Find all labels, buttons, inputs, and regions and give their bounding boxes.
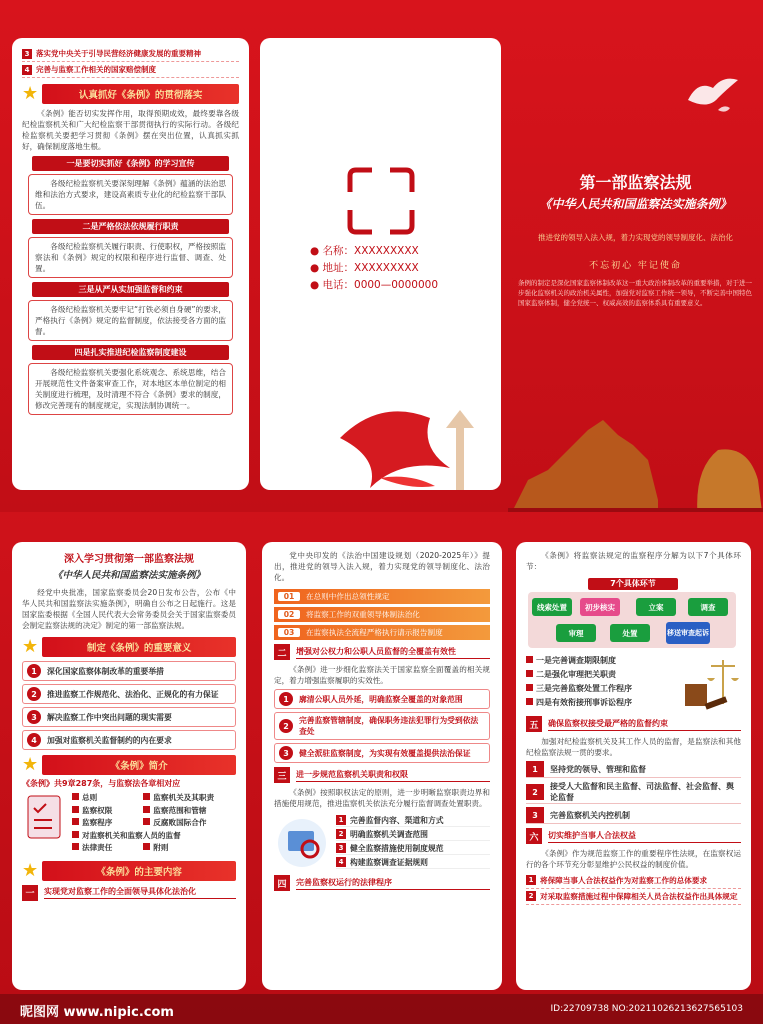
block-heading: 二是严格依法依规履行职责 <box>32 219 229 234</box>
section-header: 四 完善监察权运行的法律程序 <box>274 875 490 891</box>
inside-subtitle: 《中华人民共和国监察法实施条例》 <box>52 570 205 581</box>
list-item: 3 完善监察机关内控机制 <box>526 807 741 824</box>
list-item: 03 在监察执法全流程严格执行请示报告制度 <box>274 625 490 640</box>
list-item: 2 明确监察机关调查范围 <box>336 829 490 841</box>
section-header <box>22 637 236 657</box>
list-item: 一是完善调查期限制度 <box>526 654 677 668</box>
star-icon: ★ <box>22 859 39 881</box>
list-item: 3 解决监察工作中突出问题的现实需要 <box>22 707 236 727</box>
inside-right-panel <box>516 542 751 990</box>
location-icon: ● <box>310 245 320 257</box>
monument-statues-illustration <box>508 390 763 520</box>
section-items <box>274 689 490 763</box>
section-header: 五 确保监察权接受最严格的监督约束 <box>526 716 741 732</box>
flow-step: 立案 <box>636 598 676 616</box>
flow-step: 处置 <box>610 624 650 642</box>
content-block <box>22 156 239 215</box>
inside-middle-panel <box>262 542 502 990</box>
list-item: 1 廓清公职人员外延，明确监察全覆盖的对象范围 <box>274 689 490 709</box>
star-icon: ★ <box>22 83 39 104</box>
cover-panel <box>508 20 763 512</box>
list-item: 2 推进监察工作规范化、法治化、正规化的有力保证 <box>22 684 236 704</box>
section-items <box>526 761 741 824</box>
list-item: 3 健全派驻监察制度，为实现有效覆盖提供法治保证 <box>274 743 490 763</box>
list-item: 4 加强对监察机关监督制约的内在要求 <box>22 730 236 750</box>
investigation-illustration-icon <box>274 813 330 871</box>
block-heading: 一是要切实抓好《条例》的学习宣传 <box>32 156 229 171</box>
red-flag-illustration <box>260 378 501 490</box>
list-item: 4 完善与监察工作相关的国家赔偿制度 <box>22 62 239 78</box>
content-block <box>22 345 239 415</box>
section-title: 认真抓好《条例》的贯彻落实 <box>42 84 239 104</box>
location-icon: ● <box>310 262 320 274</box>
brochure-inside <box>0 512 763 1024</box>
list-item: 4 构建监察调查证据规则 <box>336 857 490 869</box>
section-body: 《条例》按照职权法定的原则，进一步明晰监察职责边界和措施使用规范，推进监察机关依法充分履行监督调查处置职责。 <box>274 788 490 808</box>
list-item: 2 接受人大监督和民主监督、司法监督、社会监督、舆论监督 <box>526 781 741 804</box>
flow-diagram <box>526 578 741 650</box>
step-list <box>526 654 741 712</box>
checklist-icon <box>22 792 66 842</box>
list-item: 3 健全监察措施使用制度规范 <box>336 843 490 855</box>
content-item: 一 实现党对监察工作的全面领导具体化法治化 <box>22 885 236 901</box>
section-header: 二 增强对公权力和公职人员监督的全覆盖有效性 <box>274 644 490 660</box>
block-body: 各级纪检监察机关履行职责、行使职权，严格按照监察法和《条例》规定的权限和程序进行监督、调查、处置。 <box>35 242 226 273</box>
section-body: 《条例》作为规范监察工作的重要程序性法规，在监察权运行的各个环节充分彰显维护公民权益的制度价值。 <box>526 849 741 869</box>
flow-step: 初步核实 <box>580 598 620 616</box>
cover-subtitle: 《中华人民共和国监察法实施条例》 <box>539 197 732 211</box>
star-icon: ★ <box>22 636 39 657</box>
scales-of-justice-icon <box>681 654 741 712</box>
flow-step: 移送审查起诉 <box>666 622 710 644</box>
section-header <box>22 755 236 775</box>
section-header: 六 切实维护当事人合法权益 <box>526 828 741 844</box>
flow-step: 线索处置 <box>532 598 572 616</box>
logo-placeholder-icon <box>346 166 416 236</box>
section-title: 《条例》简介 <box>42 755 236 775</box>
intro-text: 《条例》能否切实发挥作用，取得预期成效，最终要靠各级纪检监察机关和广大纪检监察干部贯彻执行的实际行动。各级纪检监察机关要把学习贯彻《条例》摆在突出位置，认真抓实抓好，确保制度落地生根。 <box>22 109 239 151</box>
watermark-bar <box>0 994 763 1024</box>
watermark-logo: 昵图网 www.nipic.com <box>20 1005 174 1020</box>
top-left-panel <box>12 38 249 490</box>
column-intro: 党中央印发的《法治中国建设规划（2020-2025年）》提出，推进党的领导入法入规，着力实现党的领导制度化、法治化。 <box>274 551 490 582</box>
section-header <box>22 861 236 881</box>
flow-step: 调查 <box>688 598 728 616</box>
list-item: 二是强化审理把关职责 <box>526 668 677 682</box>
block-heading: 四是扎实推进纪检监察制度建设 <box>32 345 229 360</box>
star-icon: ★ <box>22 754 39 775</box>
list-item: 三是完善监察处置工作程序 <box>526 682 677 696</box>
section-items <box>274 813 490 871</box>
section-title: 制定《条例》的重要意义 <box>42 637 236 657</box>
phone-icon: ● <box>310 279 320 291</box>
section-header <box>22 84 239 104</box>
inside-title: 深入学习贯彻第一部监察法规 <box>64 554 194 565</box>
section-title: 《条例》的主要内容 <box>42 861 236 881</box>
content-block <box>22 219 239 278</box>
brief-grid: 总则 监察机关及其职责 监察权限 监察范围和管辖 监察程序 反腐败国际合作 对监察机关和监察人员的监督 法律责任 附则 <box>72 792 236 855</box>
block-body: 各级纪检监察机关要强化系统观念、系统思维，结合开展规范性文件备案审查工作，对本地区本单位制定的相关制度进行梳理，及时清理不符合《条例》要求的制度，修改完善现有的制度规定，实现法制协调统一。 <box>35 368 226 410</box>
list-item: 四是有效衔接刑事诉讼程序 <box>526 696 677 710</box>
brief-block <box>22 792 236 855</box>
list-item: 02 将监察工作的双重领导体制法治化 <box>274 607 490 622</box>
list-item: 01 在总则中作出总领性规定 <box>274 589 490 604</box>
content-block <box>22 282 239 341</box>
flow-title: 7个具体环节 <box>588 578 678 590</box>
section-body: 加强对纪检监察机关及其工作人员的监督，是监察法和其他纪检监察法规一贯的要求。 <box>526 737 741 757</box>
cover-slogan: 不忘初心 牢记使命 <box>589 261 682 271</box>
inside-intro: 经党中央批准，国家监察委员会20日发布公告，公布《中华人民共和国监察法实施条例》，明确自公布之日起施行。这是国家监委根据《全国人民代表大会常务委员会关于国家监察委员会制定监察法规的决定》制定的第一部监察法规。 <box>22 588 236 630</box>
list-item: 1 完善监督内容、渠道和方式 <box>336 815 490 827</box>
list-item: 3 落实党中央关于引导民营经济健康发展的重要精神 <box>22 46 239 62</box>
contact-info: ● 名称：XXXXXXXXX ● 地址：XXXXXXXXX ● 电话：0000—0000000 <box>310 245 439 291</box>
top-middle-panel <box>260 38 501 490</box>
list-item: 2 对采取监察措施过程中保障相关人员合法权益作出具体规定 <box>526 889 741 905</box>
list-item: 1 深化国家监察体制改革的重要举措 <box>22 661 236 681</box>
list-item: 1 坚持党的领导、管理和监督 <box>526 761 741 778</box>
inside-left-panel <box>12 542 246 990</box>
cover-tagline: 推进党的领导入法入规，着力实现党的领导制度化、法治化 <box>538 233 733 242</box>
column-intro: 《条例》将监察法规定的监察程序分解为以下7个具体环节： <box>526 551 741 571</box>
list-item: 1 将保障当事人合法权益作为对监察工作的总体要求 <box>526 873 741 889</box>
section-body: 《条例》进一步细化监察法关于国家监察全面覆盖的相关规定，着力增强监察履职的实效性。 <box>274 665 490 685</box>
list-item: 2 完善监察管辖制度，确保职务违法犯罪行为受到依法查处 <box>274 712 490 740</box>
cover-intro: 条例的制定是深化国家监察体制改革这一重大政治体制改革的重要举措，对于进一步强化监察机关的政治机关属性，加强党对监察工作统一领导，不断完善中国特色国家监察体制，健全党统一、权威高效的监察体系具有重要意义。 <box>518 279 752 307</box>
flow-step: 审理 <box>556 624 596 642</box>
brief-line: 《条例》共9章287条，与监察法各章相对应 <box>22 779 181 788</box>
watermark-id: ID:22709738 NO:20211026213627565103 <box>550 1004 743 1014</box>
block-heading: 三是从严从实加强监督和约束 <box>32 282 229 297</box>
block-body: 各级纪检监察机关要牢记“打铁必须自身硬”的要求，严格执行《条例》规定的监督制度，依法接受各方面的监督。 <box>35 305 226 336</box>
section-items <box>526 873 741 905</box>
section-header: 三 进一步规范监察机关职责和权限 <box>274 767 490 783</box>
bar-list <box>274 589 490 640</box>
dove-icon <box>678 70 748 120</box>
cover-title: 第一部监察法规 <box>579 173 692 192</box>
block-body: 各级纪检监察机关要深刻理解《条例》蕴涵的法治思维和法治方式要求，建设高素质专业化的纪检监察干部队伍。 <box>35 179 226 210</box>
